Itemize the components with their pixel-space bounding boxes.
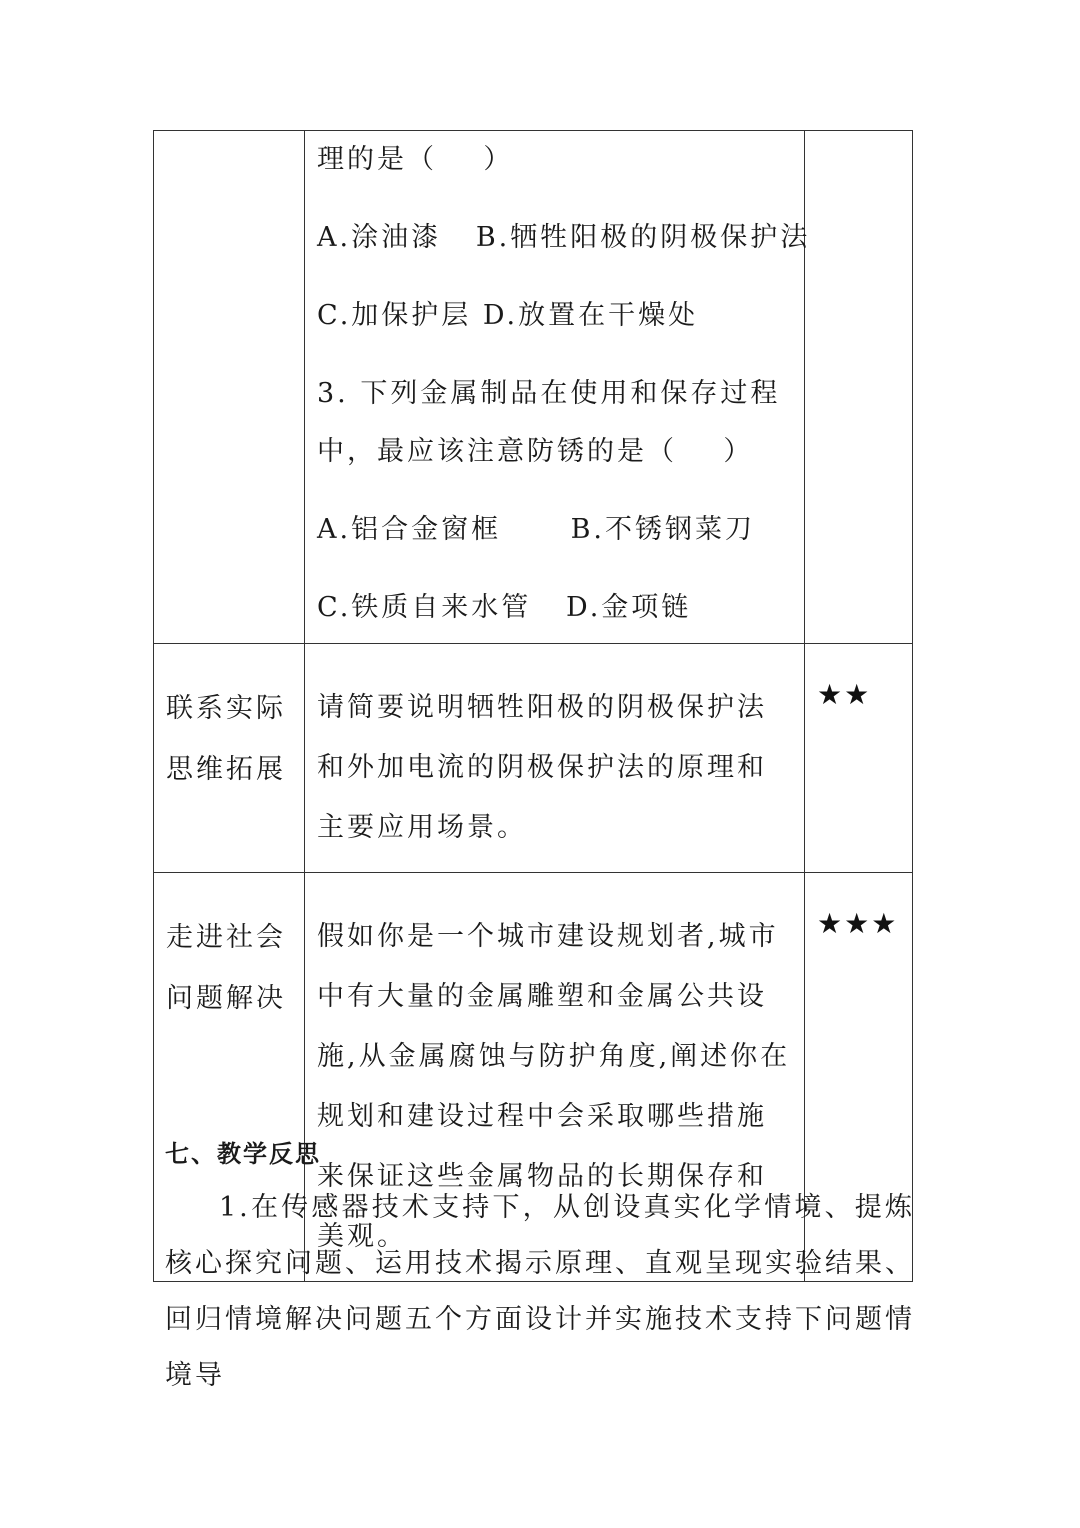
row-label-cell <box>154 644 305 873</box>
content-cell-questions <box>305 131 811 644</box>
row-label-line: 思维拓展 <box>166 754 286 785</box>
question-options-line: C.铁质自来水管 D.金项链 <box>317 592 692 623</box>
row-content-text: 请简要说明牺牲阳极的阴极保护法和外加电流的阴极保护法的原理和主要应用场景。 <box>317 692 767 843</box>
reflection-paragraph: 1.在传感器技术支持下，从创设真实化学情境、提炼核心探究问题、运用技术揭示原理、直观呈现实验结果、回归情境解决问题五个方面设计并实施技术支持下问题情境导 <box>165 1192 915 1391</box>
row-label-line: 走进社会 <box>166 922 286 953</box>
question-options-line: A.铝合金窗框 B.不锈钢菜刀 <box>317 514 755 545</box>
section-heading: 七、教学反思 <box>165 1140 321 1168</box>
question-line: 理的是（ ） <box>317 144 514 175</box>
question-options-line: A.涂油漆 B.牺牲阳极的阴极保护法 <box>317 222 811 253</box>
table-row-continuation <box>154 131 913 644</box>
label-cell-empty <box>154 131 305 644</box>
question-line: 中，最应该注意防锈的是（ ） <box>317 436 754 467</box>
row-label-line: 问题解决 <box>166 983 286 1014</box>
star-rating: ★★ <box>817 678 872 711</box>
question-line: 3. 下列金属制品在使用和保存过程 <box>317 378 781 409</box>
exercise-table <box>153 130 913 1282</box>
row-label-line: 联系实际 <box>166 693 286 724</box>
rating-cell <box>805 644 913 873</box>
question-options-line: C.加保护层 D.放置在干燥处 <box>317 300 699 331</box>
star-rating: ★★★ <box>817 907 899 940</box>
table-row <box>154 644 913 873</box>
row-content-cell <box>305 644 805 873</box>
rating-cell-empty <box>805 131 913 644</box>
row-content-text: 假如你是一个城市建设规划者,城市中有大量的金属雕塑和金属公共设施,从金属腐蚀与防护角度,阐述你在规划和建设过程中会采取哪些措施来保证这些金属物品的长期保存和美观。 <box>317 921 791 1252</box>
